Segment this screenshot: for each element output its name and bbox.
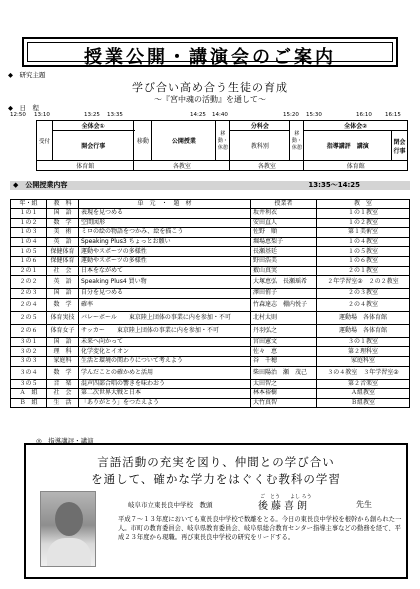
cell-teacher: 宮田憲文 — [251, 337, 317, 347]
cell-room: 第１美術室 — [317, 228, 410, 238]
cell-room: ２の４教室 — [317, 298, 410, 311]
cell-unit: 混声四部合唱の響きを味わおう — [79, 379, 251, 389]
theme-main: 学び合い高め合う生徒の育成 — [132, 81, 288, 94]
cell-room: 家庭科室 — [317, 356, 410, 366]
cell-unit: Speaking Plus3 ちょっとお願い — [79, 237, 251, 247]
subgroup-cell: 分科会 — [230, 121, 290, 131]
cell-subject: 社 会 — [47, 266, 79, 276]
cell-subject: 数 学 — [47, 218, 79, 228]
cell-subject: 国 語 — [47, 209, 79, 219]
time-6: 15:20 — [283, 112, 299, 118]
cell-subject: 美 術 — [47, 228, 79, 238]
col-subject: 教 科 — [47, 200, 79, 209]
theme-label: ◆ 研究主題 — [8, 71, 46, 79]
lecture-note: ◎ 指導講評・講演 — [36, 437, 94, 445]
cell-unit: ミロの絵の物語をつかみ、絵を描こう — [79, 228, 251, 238]
cell-class: Ａ 組 — [11, 389, 47, 399]
cell-class: ３の５ — [11, 379, 47, 389]
page-title: 授業公開・講演会のご案内 — [84, 47, 336, 68]
cell-teacher: 大塚恵弘 長瀬瑶希 — [251, 276, 317, 289]
cell-teacher: 大竹真智 — [251, 398, 317, 408]
cell-subject: 音 楽 — [47, 379, 79, 389]
time-9: 16:15 — [385, 112, 401, 118]
cell-class: ３の４ — [11, 366, 47, 379]
lessons-time: 13:35〜14:25 — [308, 181, 360, 189]
by-subject-cell: 教科別 — [230, 131, 290, 161]
time-7: 15:30 — [306, 112, 322, 118]
cell-subject: 理 科 — [47, 347, 79, 357]
cell-teacher: 薮山真実 — [251, 266, 317, 276]
title-box — [22, 37, 398, 67]
cell-unit: Speaking Plus4 買い物 — [79, 276, 251, 289]
cell-subject: 保健体育 — [47, 256, 79, 266]
cell-unit: 「ありがとう」をつたえよう — [79, 398, 251, 408]
table-row — [11, 276, 410, 289]
table-row — [11, 347, 410, 357]
cell-subject: 体育実技 — [47, 311, 79, 324]
cell-teacher: 太田智之 — [251, 379, 317, 389]
cell-room: ３の４教室 ３年学習室② — [317, 366, 410, 379]
cell-unit: サッカー 東京陸上団体の事業に内を参加・不可 — [79, 324, 251, 337]
cell-class: １の６ — [11, 256, 47, 266]
cell-room: Ｂ組教室 — [317, 398, 410, 408]
move1-cell: 移動 — [134, 121, 152, 161]
cell-teacher: 竹森達志 棚内悦子 — [251, 298, 317, 311]
cell-unit: 生活と環境の関わりについて考えよう — [79, 356, 251, 366]
cell-class: ３の１ — [11, 337, 47, 347]
cell-class: ２の１ — [11, 266, 47, 276]
cell-class: １の３ — [11, 228, 47, 238]
lecture-box — [24, 443, 408, 579]
cell-unit: 日本をながめて — [79, 266, 251, 276]
table-row — [11, 209, 410, 219]
lessons-header-bar — [10, 181, 410, 190]
cell-unit: 運動やスポーツの多様性 — [79, 247, 251, 257]
cell-class: ３の２ — [11, 347, 47, 357]
cell-class: １の１ — [11, 209, 47, 219]
table-row — [11, 324, 410, 337]
cell-teacher: 丹羽弘之 — [251, 324, 317, 337]
cell-class: １の２ — [11, 218, 47, 228]
speaker-affiliation: 岐阜市立東長良中学校 教頭 — [128, 501, 213, 509]
cell-room: Ａ組教室 — [317, 389, 410, 399]
speaker-suffix: 先生 — [356, 500, 372, 509]
cell-room: １の５教室 — [317, 247, 410, 257]
col-room: 教 室 — [317, 200, 410, 209]
closing-cell: 閉会行事 — [392, 131, 408, 161]
cell-unit: 第二次世界大戦と日本 — [79, 389, 251, 399]
cell-class: ２の２ — [11, 276, 47, 289]
time-5: 14:40 — [212, 112, 228, 118]
cell-unit: 確率 — [79, 298, 251, 311]
lessons-table — [10, 199, 410, 408]
reception-cell: 受付 — [37, 121, 53, 161]
table-row — [11, 398, 410, 408]
cell-teacher: 野田浩美 — [251, 256, 317, 266]
table-row — [11, 256, 410, 266]
cell-class: ２の４ — [11, 298, 47, 311]
plenary1-cell: 全体会① — [53, 121, 134, 131]
cell-subject: 英 語 — [47, 276, 79, 289]
cell-unit: 表現を見つめる — [79, 209, 251, 219]
lessons-label: ◆ 公開授業内容 — [13, 181, 68, 189]
cell-unit: 未来へ向かって — [79, 337, 251, 347]
cell-room: １の６教室 — [317, 256, 410, 266]
cell-subject: 数 学 — [47, 298, 79, 311]
speaker-bio: 平成７〜１３年度においても東長良中学校で数離をとる。今日の東長良中学校を根幹から創られた一人。市町の教育委員会、岐阜県教育委員会、岐阜県総合教育センター指導主事などの勤務を経て、平成２３年度から現職。再び東長良中学校の研究をリードする。 — [118, 516, 402, 541]
open-class-cell: 公開授業 — [152, 121, 216, 161]
cell-teacher: 谷 千穂 — [251, 356, 317, 366]
lessons-body — [11, 209, 410, 408]
cell-subject: 国 語 — [47, 289, 79, 299]
lecture-title-line1: 言語活動の充実を図り、仲間との学び合い — [97, 455, 335, 469]
cell-subject: 家庭科 — [47, 356, 79, 366]
cell-room: 運動場 各体育館 — [317, 311, 410, 324]
cell-unit: 運動やスポーツの多様性 — [79, 256, 251, 266]
cell-subject: 数 学 — [47, 366, 79, 379]
cell-teacher: 北村太則 — [251, 311, 317, 324]
cell-room: ２年学習室② ２の２教室 — [317, 276, 410, 289]
cell-subject: 社 会 — [47, 389, 79, 399]
cell-room: 第２理科室 — [317, 347, 410, 357]
col-unit: 単 元 ・ 題 材 — [79, 200, 251, 209]
cell-subject: 国 語 — [47, 337, 79, 347]
move-break2-cell: 移動・休憩 — [290, 121, 304, 161]
lecture-title-line2: を通して、確かな学力をはぐくむ教科の学習 — [91, 472, 341, 486]
greeting1-cell: 開会行事 — [53, 131, 134, 161]
cell-room: ２の１教室 — [317, 266, 410, 276]
schedule-table — [36, 120, 408, 171]
cell-unit: 空間図形 — [79, 218, 251, 228]
table-row — [11, 289, 410, 299]
cell-unit: 自分を見つめる — [79, 289, 251, 299]
table-row — [11, 266, 410, 276]
schedule-label: ◆ 日 程 — [8, 104, 39, 112]
table-row — [11, 379, 410, 389]
table-row — [11, 311, 410, 324]
cell-room: ３の１教室 — [317, 337, 410, 347]
speaker-photo — [40, 491, 96, 567]
col-class: 年・組 — [11, 200, 47, 209]
cell-teacher: 坂井利衣 — [251, 209, 317, 219]
venue-rooms-cell: 各教室 — [134, 161, 230, 171]
cell-teacher: 佐野 順 — [251, 228, 317, 238]
cell-unit: 化学変化とイオン — [79, 347, 251, 357]
table-row — [11, 366, 410, 379]
table-row — [11, 298, 410, 311]
cell-subject: 生 活 — [47, 398, 79, 408]
cell-room: 運動場 各体育館 — [317, 324, 410, 337]
time-4: 14:25 — [190, 112, 206, 118]
cell-subject: 体育女子 — [47, 324, 79, 337]
table-row — [11, 218, 410, 228]
theme-sub: 〜『宮中魂の活動』を通して〜 — [154, 95, 266, 104]
speaker-name: 後藤喜朗 — [258, 501, 310, 512]
cell-teacher: 澤田侑子 — [251, 289, 317, 299]
lecture-cell: 指導講評 講演 — [304, 131, 392, 161]
table-row — [11, 337, 410, 347]
cell-room: ２の３教室 — [317, 289, 410, 299]
venue-rooms2-cell: 各教室 — [230, 161, 304, 171]
col-teacher: 授業者 — [251, 200, 317, 209]
cell-class: ２の５ — [11, 311, 47, 324]
cell-subject: 保健体育 — [47, 247, 79, 257]
cell-class: １の４ — [11, 237, 47, 247]
cell-teacher: 長瀬基廷 — [251, 247, 317, 257]
cell-class: Ｂ 組 — [11, 398, 47, 408]
cell-class: １の５ — [11, 247, 47, 257]
table-row — [11, 356, 410, 366]
cell-class: ３の３ — [11, 356, 47, 366]
move-break-cell: 移動・休憩 — [216, 121, 230, 161]
cell-teacher: 安田直人 — [251, 218, 317, 228]
cell-teacher: 堀場恵梨子 — [251, 237, 317, 247]
cell-class: ２の３ — [11, 289, 47, 299]
time-0: 12:50 — [10, 112, 26, 118]
cell-room: １の２教室 — [317, 218, 410, 228]
plenary2-cell: 全体会② — [304, 121, 408, 131]
cell-room: １の１教室 — [317, 209, 410, 219]
cell-teacher: 柴田陽治 瀬 茂己 — [251, 366, 317, 379]
time-8: 16:10 — [356, 112, 372, 118]
cell-class: ２の６ — [11, 324, 47, 337]
time-1: 13:10 — [34, 112, 50, 118]
cell-teacher: 佐々 恵 — [251, 347, 317, 357]
table-row — [11, 228, 410, 238]
time-3: 13:35 — [107, 112, 123, 118]
cell-subject: 英 語 — [47, 237, 79, 247]
table-row — [11, 247, 410, 257]
cell-room: １の４教室 — [317, 237, 410, 247]
cell-unit: 学んだことの確かめと活用 — [79, 366, 251, 379]
venue-gym2-cell: 体育館 — [304, 161, 408, 171]
cell-teacher: 林本裕樹 — [251, 389, 317, 399]
speaker-ruby: ご とう よし ろう — [260, 494, 312, 500]
cell-room: 第２音楽室 — [317, 379, 410, 389]
time-2: 13:25 — [84, 112, 100, 118]
table-row — [11, 389, 410, 399]
cell-unit: バレーボール 東京陸上団体の事業に内を参加・不可 — [79, 311, 251, 324]
table-row — [11, 237, 410, 247]
venue-gym-cell: 体育館 — [37, 161, 134, 171]
